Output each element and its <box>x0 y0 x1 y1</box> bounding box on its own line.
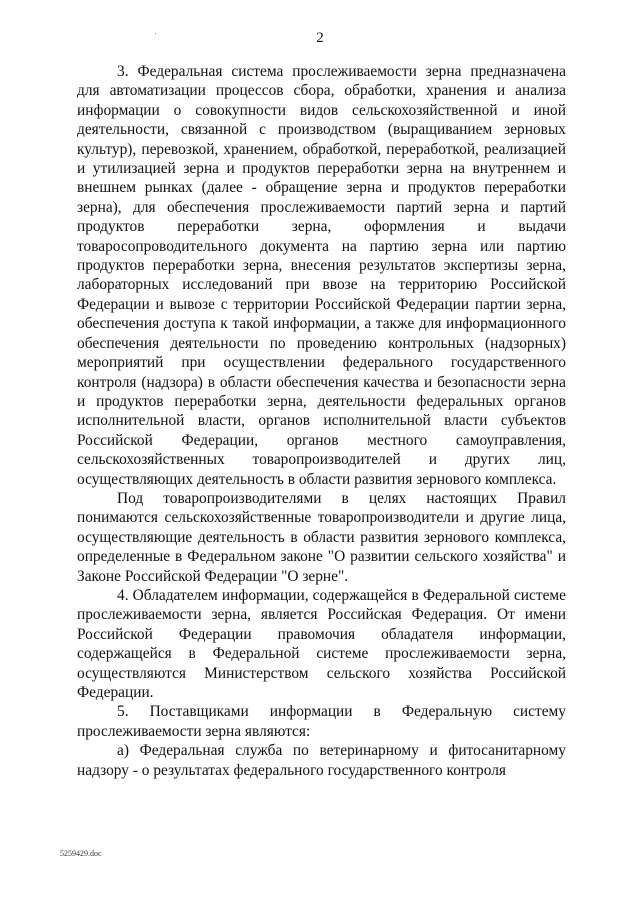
document-body <box>77 62 566 780</box>
paragraph-5-information-providers: 5. Поставщиками информации в Федеральную систему прослеживаемости зерна являются: <box>77 703 566 740</box>
paragraph-producers-definition: Под товаропроизводителями в целях настоящих Правил понимаются сельскохозяйственные товаропроизводители и другие лица, осуществляющие деятельность в области развития зернового комплекса, определенные в Федеральном законе "О развитии сельского хозяйства" и Законе Российской Федерации "О зерне". <box>77 489 566 585</box>
page-number: 2 <box>316 30 324 46</box>
document-file-code: 5259429.doc <box>60 849 102 858</box>
paragraph-5a-rosselkhoznadzor: а) Федеральная служба по ветеринарному и фитосанитарному надзору - о результатах федерального государственного контроля <box>77 742 566 779</box>
paragraph-3-purpose: 3. Федеральная система прослеживаемости зерна предназначена для автоматизации процессов сбора, обработки, хранения и анализа информации о совокупности видов сельскохозяйственной и иной деятельности, связанной с производством (выращиванием зерновых культур), перевозкой, хранением, обработкой, переработкой, реализацией и утилизацией зерна и продуктов переработки зерна на внутреннем и внешнем рынках (далее - обращение зерна и продуктов переработки зерна), для обеспечения прослеживаемости партий зерна и партий продуктов переработки зерна, оформления и выдачи товаросопроводительного документа на партию зерна или партию продуктов переработки зерна, внесения результатов экспертизы зерна, лабораторных исследований при ввозе на территорию Российской Федерации и вывозе с территории Российской Федерации партии зерна, обеспечения доступа к такой информации, а также для информационного обеспечения деятельности по проведению контрольных (надзорных) мероприятий при осуществлении федерального государственного контроля (надзора) в области обеспечения качества и безопасности зерна и продуктов переработки зерна, деятельности федеральных органов исполнительной власти, органов исполнительной власти субъектов Российской Федерации, органов местного самоуправления, сельскохозяйственных товаропроизводителей и других лиц, осуществляющих деятельность в области развития зернового комплекса. <box>77 63 566 488</box>
paragraph-4-information-owner: 4. Обладателем информации, содержащейся в Федеральной системе прослеживаемости зерна, является Российская Федерация. От имени Российской Федерации правомочия обладателя информации, содержащейся в Федеральной системе прослеживаемости зерна, осуществляются Министерством сельского хозяйства Российской Федерации. <box>77 586 566 701</box>
